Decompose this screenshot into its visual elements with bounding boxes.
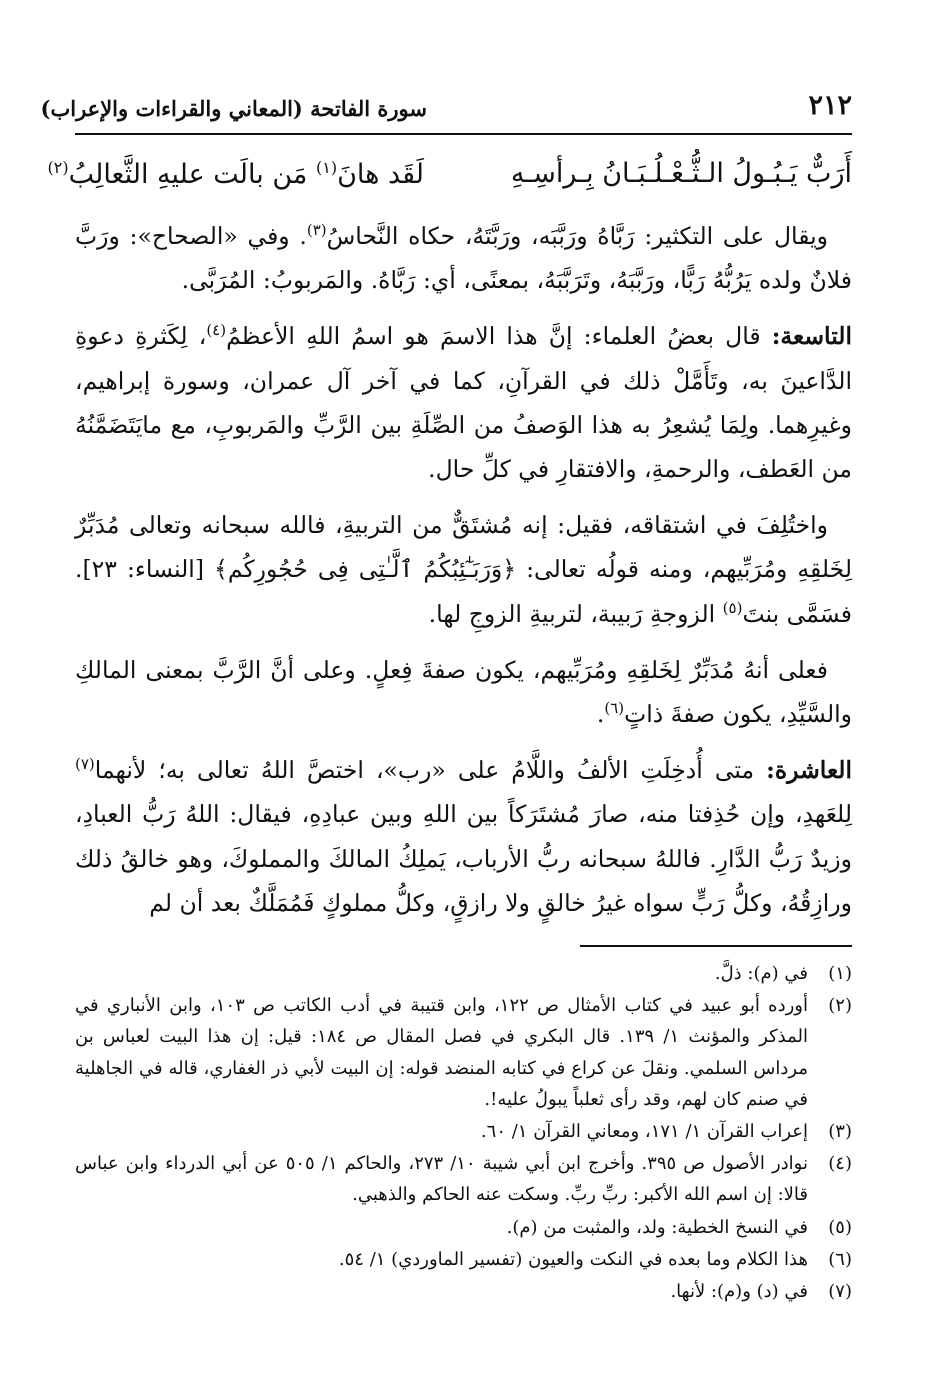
page-number: ٢١٢ bbox=[808, 90, 852, 121]
footnote-ref[interactable]: (٤) bbox=[206, 321, 227, 340]
footnote-ref[interactable]: (٢) bbox=[47, 158, 69, 177]
footnote-text: في النسخ الخطية: ولد، والمثبت من (م). bbox=[506, 1216, 808, 1238]
footnote-text: هذا الكلام وما بعده في النكت والعيون (تفسير الماوردي) ١/ ٥٤. bbox=[338, 1248, 808, 1270]
paragraph-text: لِلعَهدِ، وإن حُذِفتا منه، صارَ مُشتَرَكاً بين اللهِ وبين عبادِهِ، فيقال: اللهُ رَبُّ العبادِ، وزيدٌ رَبُّ الدَّارِ. فاللهُ سبحانه ربُّ الأرباب، يَملِكُ المالكَ والمملوكَ، وهو خالقُ ذلك ورازِقُهُ، وكلُّ رَبٍّ سواه غيرُ خالقٍ ولا رازقٍ، وكلُّ مملوكٍ فَمُمَلَّكٌ بعد أن لم bbox=[75, 800, 852, 917]
footnote-text: نوادر الأصول ص ٣٩٥. وأخرج ابن أبي شيبة ١٠/ ٢٧٣، والحاكم ١/ ٥٠٥ عن أبي الدرداء وابن عباس قالا: إن اسم الله الأكبر: ربِّ ربِّ. وسكت عنه الحاكم والذهبي. bbox=[75, 1153, 808, 1206]
footnote-item bbox=[75, 990, 852, 1115]
paragraph bbox=[75, 503, 852, 636]
footnote-item bbox=[75, 1148, 852, 1210]
verse-first-hemistich: أَرَبٌّ يَـبُـولُ الـثُّـعْـلُـبَـانُ بِـرأسِـهِ bbox=[510, 158, 852, 189]
poetry-verse bbox=[47, 158, 852, 208]
paragraph bbox=[75, 748, 852, 925]
footnote-ref[interactable]: (٥) bbox=[722, 598, 743, 617]
footnote-item bbox=[75, 1244, 852, 1275]
footnote-number: (١) bbox=[828, 963, 852, 984]
footnote-number: (٦) bbox=[828, 1248, 852, 1270]
paragraph-text: . وفي «الصحاح»: ورَبَّ فلانٌ ولده يَرُبُّهُ رَبًّا، ورَبَّبَهُ، وتَرَبَّبَهُ، بمعنًى، أي: رَبَّاهُ. والمَربوبُ: المُرَبَّى. bbox=[75, 222, 852, 295]
paragraph bbox=[75, 314, 852, 491]
footnote-item bbox=[75, 1276, 852, 1307]
paragraph-text: ويقال على التكثير: رَبَّاهُ ورَبَّبَه، ورَبَّتَهُ، حكاه النَّحاسُ bbox=[326, 222, 828, 250]
paragraph bbox=[75, 648, 852, 736]
footnote-ref[interactable]: (٦) bbox=[604, 699, 625, 718]
page-header bbox=[40, 88, 852, 130]
footnote-ref[interactable]: (٧) bbox=[75, 755, 95, 774]
header-rule bbox=[75, 133, 852, 135]
running-title: سورة الفاتحة (المعاني والقراءات والإعراب) bbox=[40, 96, 427, 121]
footnote-text: أورده أبو عبيد في كتاب الأمثال ص ١٢٢، وابن قتيبة في أدب الكاتب ص ١٠٣، وابن الأنباري في المذكر والمؤنث ١/ ١٣٩. قال البكري في فصل المقال ص ١٨٤: قيل: إن هذا البيت لعباس بن مرداس السلمي. ونقلَ عن كراع في كتابه المنضد قوله: إن البيت لأبي ذر الغفاري، قاله في الجاهلية في صنم كان لهم، وقد رأى ثعلباً يبولُ عليه!. bbox=[75, 995, 808, 1110]
footnote-separator bbox=[580, 945, 852, 947]
footnote-number: (٥) bbox=[828, 1216, 852, 1238]
footnote-ref[interactable]: (٣) bbox=[306, 221, 327, 240]
paragraph-text: متى أُدخِلَتِ الألفُ واللَّامُ على «رب»، اختصَّ اللهُ تعالى به؛ لأنهما bbox=[94, 756, 767, 785]
paragraph-text: . bbox=[596, 700, 605, 729]
section-label: العاشرة: bbox=[766, 756, 852, 785]
verse-second-text: لَقَد هانَ bbox=[337, 159, 424, 190]
footnote-item bbox=[75, 958, 852, 989]
paragraph-text: فعلى أنهُ مُدَبِّرٌ لِخَلقِهِ ومُرَبِّيهم، يكون صفةَ فِعلٍ. وعلى أنَّ الرَّبَّ بمعنى المالكِ والسَّيِّدِ، يكون صفةَ ذاتٍ bbox=[75, 655, 852, 729]
footnote-text: في (م): ذلَّ. bbox=[714, 963, 808, 984]
footnote-number: (٧) bbox=[828, 1281, 852, 1303]
paragraph-text: قال بعضُ العلماء: إنَّ هذا الاسمَ هو اسمُ اللهِ الأعظمُ bbox=[226, 322, 772, 351]
footnote-item bbox=[75, 1116, 852, 1147]
footnote-text: إعراب القرآن ١/ ١٧١، ومعاني القرآن ١/ ٦٠. bbox=[480, 1121, 808, 1143]
footnote-text: في (د) و(م): لأنها. bbox=[670, 1281, 808, 1303]
footnotes bbox=[75, 958, 852, 1308]
footnote-number: (٣) bbox=[828, 1121, 852, 1143]
footnote-number: (٢) bbox=[828, 995, 852, 1017]
paragraph bbox=[75, 214, 852, 302]
footnote-number: (٤) bbox=[828, 1153, 852, 1175]
main-text bbox=[75, 214, 852, 937]
paragraph-text: ، لِكَثرةِ دعوةِ الدَّاعينَ به، وتَأَمَّلْ ذلك في القرآنِ، كما في آخر آل عمران، وسورة إبراهيم، وغيرِهما. ولِمَا يُشعِرُ به هذا الوَصفُ من الصِّلَةِ بين الرَّبِّ والمَربوبِ، مع مايَتَضَمَّنُهُ من العَطف، والرحمةِ، والافتقارِ في كلِّ حال. bbox=[75, 322, 852, 484]
section-label: التاسعة: bbox=[771, 322, 852, 351]
verse-second-rest: مَن بالَت عليهِ الثَّعالِبُ bbox=[68, 159, 316, 190]
verse-second-hemistich bbox=[48, 158, 425, 190]
paragraph-text: الزوجةِ رَبيبة، لتربيةِ الزوجِ لها. bbox=[428, 599, 723, 628]
footnote-item bbox=[75, 1212, 852, 1243]
paragraph-text: واختُلِفَ في اشتقاقه، فقيل: إنه مُشتَقٌّ من التربيةِ، فالله سبحانه وتعالى مُدَبِّرٌ لِخَلقِهِ ومُرَبِّيهم، ومنه قولُه تعالى: ﴿وَرَبَـٰٓئِبُكُمُ ٱلَّـٰتِى فِى حُجُورِكُم﴾ [النساء: ٢٣]. فسَمَّى بنتَ bbox=[75, 511, 852, 628]
footnote-ref[interactable]: (١) bbox=[315, 158, 338, 177]
